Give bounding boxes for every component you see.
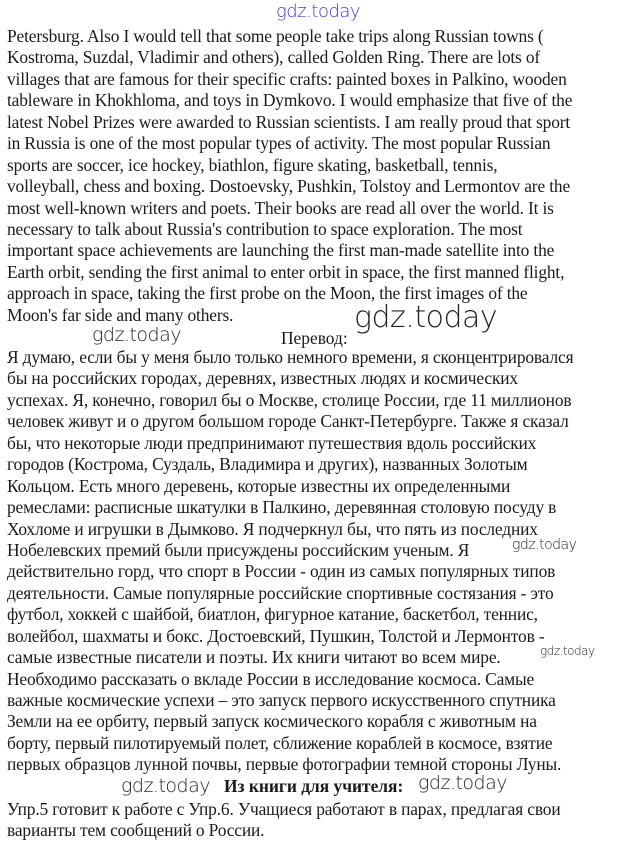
text-line: important space achievements are launching the first man-made satellite into the — [7, 240, 555, 261]
watermark: gdz.today — [418, 772, 507, 794]
text-line: Земли на ее орбиту, первый запуск космического корабля с животным на — [7, 711, 537, 732]
text-line: варианты тем сообщений о России. — [7, 820, 265, 841]
text-line: важные космические успехи – это запуск первого искусственного спутника — [7, 690, 556, 710]
text-line: Кольцом. Есть много деревень, которые известны их определенными — [7, 475, 511, 496]
text-line: Я думаю, если бы у меня было только немного времени, я сконцентрировался — [7, 347, 574, 367]
translation-heading: Перевод: — [281, 328, 348, 348]
watermark-large: gdz.today — [354, 300, 498, 335]
text-line: Moon's far side and many others. — [7, 304, 234, 325]
english-paragraph — [7, 26, 632, 326]
watermark-small: gdz.today — [540, 644, 595, 658]
text-line: Упр.5 готовит к работе с Упр.6. Учащиеся работают в парах, предлагая свои — [7, 799, 561, 819]
teacher-paragraph — [7, 799, 632, 842]
text-line: sports are soccer, ice hockey, biathlon, figure skating, basketball, tennis, — [7, 154, 498, 175]
teacher-book-heading: Из книги для учителя: — [224, 776, 404, 796]
text-line: Petersburg. Also I would tell that some people take trips along Russian towns ( — [7, 26, 544, 46]
text-line: Хохломе и игрушки в Дымково. Я подчеркнул бы, что пять из последних — [7, 518, 538, 539]
text-line: villages that are famous for their specific crafts: painted boxes in Palkino, wooden — [7, 68, 567, 89]
text-line: футбол, хоккей с шайбой, биатлон, фигурное катание, баскетбол, теннис, — [7, 604, 538, 625]
text-line: volleyball, chess and boxing. Dostoevsky, Pushkin, Tolstoy and Lermontov are the — [7, 176, 571, 197]
text-line: волейбол, шахматы и бокс. Достоевский, Пушкин, Толстой и Лермонтов - — [7, 625, 545, 646]
text-line: Earth orbit, sending the first animal to enter orbit in space, the first manned flight, — [7, 261, 565, 282]
text-line: ремеслами: расписные шкатулки в Палкино, деревянная столовую посуду в — [7, 497, 557, 518]
russian-paragraph — [7, 347, 632, 776]
watermark: gdz.today — [121, 775, 210, 797]
text-line: деятельности. Самые популярные российские спортивные состязания - это — [7, 582, 554, 603]
text-line: бы, что некоторые люди предпринимают путешествия вдоль российских — [7, 432, 537, 453]
text-line: самые известные писатели и поэты. Их книги читают во всем мире. — [7, 647, 501, 668]
text-line: городов (Кострома, Суздаль, Владимира и других), названных Золотым — [7, 454, 528, 475]
text-line: latest Nobel Prizes were awarded to Russian scientists. I am really proud that sport — [7, 111, 571, 132]
watermark-small: gdz.today — [512, 537, 577, 553]
text-line: approach in space, taking the first probe on the Moon, the first images of the — [7, 283, 528, 304]
watermark: gdz.today — [92, 324, 181, 346]
text-line: necessary to talk about Russia's contribution to space exploration. The most — [7, 218, 523, 239]
text-line: tableware in Khokhloma, and toys in Dymkovo. I would emphasize that five of the — [7, 90, 573, 111]
text-line: успехах. Я, конечно, говорил бы о Москве, столице России, где 11 миллионов — [7, 389, 572, 410]
text-line: первых образцов лунной почвы, первые фотографии темной стороны Луны. — [7, 754, 562, 775]
text-line: Kostroma, Suzdal, Vladimir and others), called Golden Ring. There are lots of — [7, 47, 541, 68]
text-line: Необходимо рассказать о вкладе России в исследование космоса. Самые — [7, 668, 535, 689]
text-line: Нобелевских премий были присуждены российским ученым. Я — [7, 539, 470, 560]
text-line: борту, первый пилотируемый полет, сближение кораблей в космосе, взятие — [7, 732, 553, 753]
text-line: действительно горд, что спорт в России - один из самых популярных типов — [7, 561, 556, 582]
text-line: бы на российских городах, деревнях, известных людях и космических — [7, 368, 518, 389]
text-line: most well-known writers and poets. Their books are read all over the world. It is — [7, 197, 554, 218]
text-line: in Russia is one of the most popular types of activity. The most popular Russian — [7, 133, 551, 154]
watermark-top: gdz.today — [276, 1, 361, 22]
text-line: человек живут и о другом большом городе Санкт-Петербурге. Также я сказал — [7, 411, 569, 432]
